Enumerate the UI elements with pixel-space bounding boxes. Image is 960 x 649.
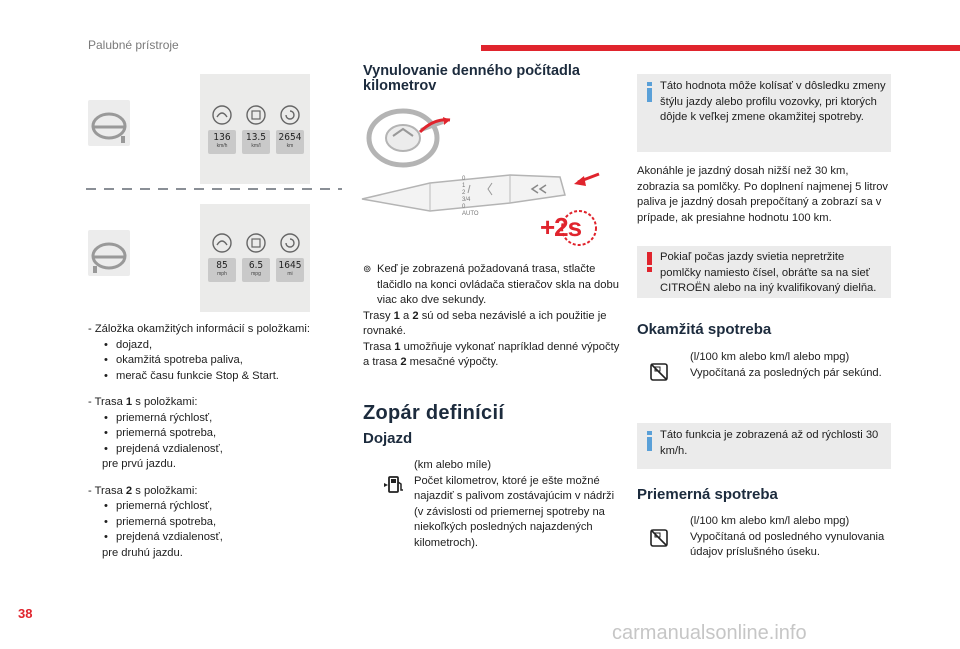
text: Trasa bbox=[363, 340, 395, 353]
definitions-heading: Zopár definícií bbox=[363, 402, 505, 424]
bullet: • okamžitá spotreba paliva, bbox=[102, 353, 348, 369]
consumption-gauge-icon bbox=[649, 362, 671, 384]
text: umožňuje vykonať napríklad denné výpočty a trasa bbox=[363, 340, 620, 368]
left-column bbox=[88, 322, 348, 561]
text: s položkami: bbox=[132, 484, 198, 497]
item-tail: pre prvú jazdu. bbox=[102, 458, 177, 470]
bullet: • priemerná spotreba, bbox=[102, 515, 348, 531]
warning-note bbox=[637, 246, 891, 298]
bullet: • merač času funkcie Stop & Start. bbox=[102, 369, 348, 385]
list-item bbox=[88, 322, 348, 384]
display-tile bbox=[276, 130, 304, 154]
bullet: • dojazd, bbox=[102, 338, 348, 354]
stalk-labels bbox=[462, 176, 484, 218]
trip-display-panel-1 bbox=[200, 74, 310, 184]
instant-units: (l/100 km alebo km/l alebo mpg) bbox=[690, 351, 850, 363]
trip-usage bbox=[363, 340, 621, 371]
figure-divider bbox=[86, 186, 342, 192]
consumption-gauge-icon bbox=[649, 528, 671, 550]
text: s položkami: bbox=[132, 396, 198, 408]
note-text: Táto funkcia je zobrazená až od rýchlosti 30 km/h. bbox=[660, 429, 879, 457]
trip-number: 1 bbox=[393, 309, 400, 322]
page-header-title: Palubné prístroje bbox=[88, 38, 179, 52]
info-note-2 bbox=[637, 423, 891, 469]
steering-wheel-figure-1 bbox=[88, 100, 130, 146]
stopstart-icon bbox=[279, 232, 301, 254]
display-tile bbox=[208, 258, 236, 282]
reset-heading: Vynulovanie denného počítadla kilometrov bbox=[363, 63, 580, 94]
range-units: (km alebo míle) bbox=[414, 459, 492, 471]
item-intro bbox=[88, 485, 197, 497]
avg-text: Vypočítaná od posledného vynulovania údajov príslušného úseku. bbox=[690, 530, 885, 558]
tile-value: 1645 bbox=[278, 260, 302, 271]
tile-value: 85 bbox=[216, 260, 228, 271]
avg-units: (l/100 km alebo km/l alebo mpg) bbox=[690, 515, 850, 527]
range-text: Počet kilometrov, ktoré je ešte možné najazdiť s palivom zostávajúcim v nádrži (v závislosti od priemernej spotreby na niekoľkých posledných najazdených kilometroch). bbox=[414, 474, 615, 549]
tile-value: 13.5 bbox=[245, 132, 267, 143]
step-marker-icon: ⊚ bbox=[363, 264, 372, 275]
item-tail: pre druhú jazdu. bbox=[102, 546, 183, 559]
display-tile bbox=[276, 258, 304, 282]
timer-ring-icon bbox=[559, 208, 599, 248]
stalk-label: 0 bbox=[462, 176, 466, 182]
trip-number: 2 bbox=[412, 309, 419, 322]
steering-wheel-figure-2 bbox=[88, 230, 130, 276]
tile-value: 2654 bbox=[278, 132, 302, 143]
text: - Trasa bbox=[88, 396, 126, 408]
trip-number: 2 bbox=[400, 356, 407, 368]
trips-independent bbox=[363, 309, 621, 340]
list-item bbox=[88, 484, 348, 562]
steering-wheel-icon bbox=[88, 100, 130, 146]
bullet: • priemerná rýchlosť, bbox=[102, 411, 348, 427]
steering-wheel-illustration bbox=[363, 104, 445, 168]
consumption-icon bbox=[245, 232, 267, 254]
tile-unit: km/h bbox=[216, 143, 228, 149]
watermark: carmanualsonline.info bbox=[612, 622, 807, 644]
text: Trasy bbox=[363, 309, 394, 322]
note-text: Pokiaľ počas jazdy svietia nepretržite pomlčky namiesto čísel, obráťte sa na sieť CITROËN alebo na iný kvalifikovaný dielňa. bbox=[660, 251, 877, 294]
step-text: Keď je zobrazená požadovaná trasa, stlačte tlačidlo na konci ovládača stieračov skla na dobu viac ako dve sekundy. bbox=[377, 263, 619, 306]
tile-unit: mph bbox=[217, 271, 227, 277]
display-tile bbox=[242, 258, 270, 282]
display-tile bbox=[208, 130, 236, 154]
bullet: • prejdená vzdialenosť, bbox=[102, 530, 348, 546]
press-duration-badge: +2s bbox=[540, 212, 582, 242]
stalk-label: 3/4 bbox=[462, 197, 471, 203]
bullet: • priemerná spotreba, bbox=[102, 426, 348, 442]
stalk-label: 2 bbox=[462, 190, 466, 196]
stalk-label: AUTO bbox=[462, 211, 479, 217]
average-consumption-definition bbox=[690, 514, 890, 561]
range-definition bbox=[414, 458, 619, 551]
tile-value: 6.5 bbox=[248, 260, 264, 271]
instant-consumption-definition bbox=[690, 350, 890, 381]
text: mesačné výpočty. bbox=[406, 356, 499, 368]
note-text: Táto hodnota môže kolísať v dôsledku zmeny štýlu jazdy alebo profilu vozovky, pri ktorých dôjde k veľkej zmene okamžitej spotreby. bbox=[660, 80, 886, 123]
tile-unit: km bbox=[286, 143, 294, 149]
consumption-icon bbox=[245, 104, 267, 126]
item-intro: - Záložka okamžitých informácií s položkami: bbox=[88, 323, 310, 335]
fuel-range-icon bbox=[211, 232, 233, 254]
display-tile bbox=[242, 130, 270, 154]
fuel-range-icon bbox=[211, 104, 233, 126]
stalk-label: 0 bbox=[462, 204, 466, 210]
text: - Trasa bbox=[88, 484, 126, 497]
info-note-1 bbox=[637, 74, 891, 152]
bullet: • priemerná rýchlosť, bbox=[102, 499, 348, 515]
instant-text: Vypočítaná za posledných pár sekúnd. bbox=[690, 366, 882, 379]
stopstart-icon bbox=[279, 104, 301, 126]
text: sú od seba nezávislé a ich použitie je rovnaké. bbox=[363, 309, 607, 337]
steering-wheel-icon bbox=[88, 230, 130, 276]
stalk-label: 1 bbox=[462, 183, 466, 189]
trip-number: 2 bbox=[125, 484, 133, 497]
warning-icon bbox=[646, 252, 654, 272]
list-item bbox=[88, 395, 348, 473]
trip-number: 1 bbox=[394, 340, 401, 353]
tile-unit: mi bbox=[287, 271, 293, 277]
tile-value: 136 bbox=[213, 132, 231, 143]
reset-step bbox=[363, 262, 621, 371]
info-icon bbox=[646, 431, 654, 451]
item-intro bbox=[88, 396, 197, 408]
page-number: 38 bbox=[18, 606, 33, 621]
range-heading: Dojazd bbox=[363, 430, 413, 447]
instant-consumption-heading: Okamžitá spotreba bbox=[637, 321, 772, 338]
trip-number: 1 bbox=[125, 396, 133, 408]
bullet: • prejdená vzdialenosť, bbox=[102, 442, 348, 458]
fuel-pump-icon bbox=[383, 474, 405, 496]
text: a bbox=[399, 309, 413, 322]
range-low-text: Akonáhle je jazdný dosah nižší než 30 km, zobrazia sa pomlčky. Po doplnení najmenej 5 litrov paliva je jazdný dosah prepočítaný a zobrazí sa v prípade, ak presiahne hodnotu 100 km. bbox=[637, 165, 889, 224]
stalk-highlight-arrow-icon bbox=[418, 116, 452, 136]
tile-unit: km/l bbox=[251, 143, 261, 149]
press-arrow-icon bbox=[572, 168, 600, 190]
tile-unit: mpg bbox=[251, 271, 261, 277]
trip-display-panel-2 bbox=[200, 204, 310, 312]
info-icon bbox=[646, 82, 654, 102]
header-accent-bar bbox=[481, 45, 960, 51]
average-consumption-heading: Priemerná spotreba bbox=[637, 486, 778, 503]
